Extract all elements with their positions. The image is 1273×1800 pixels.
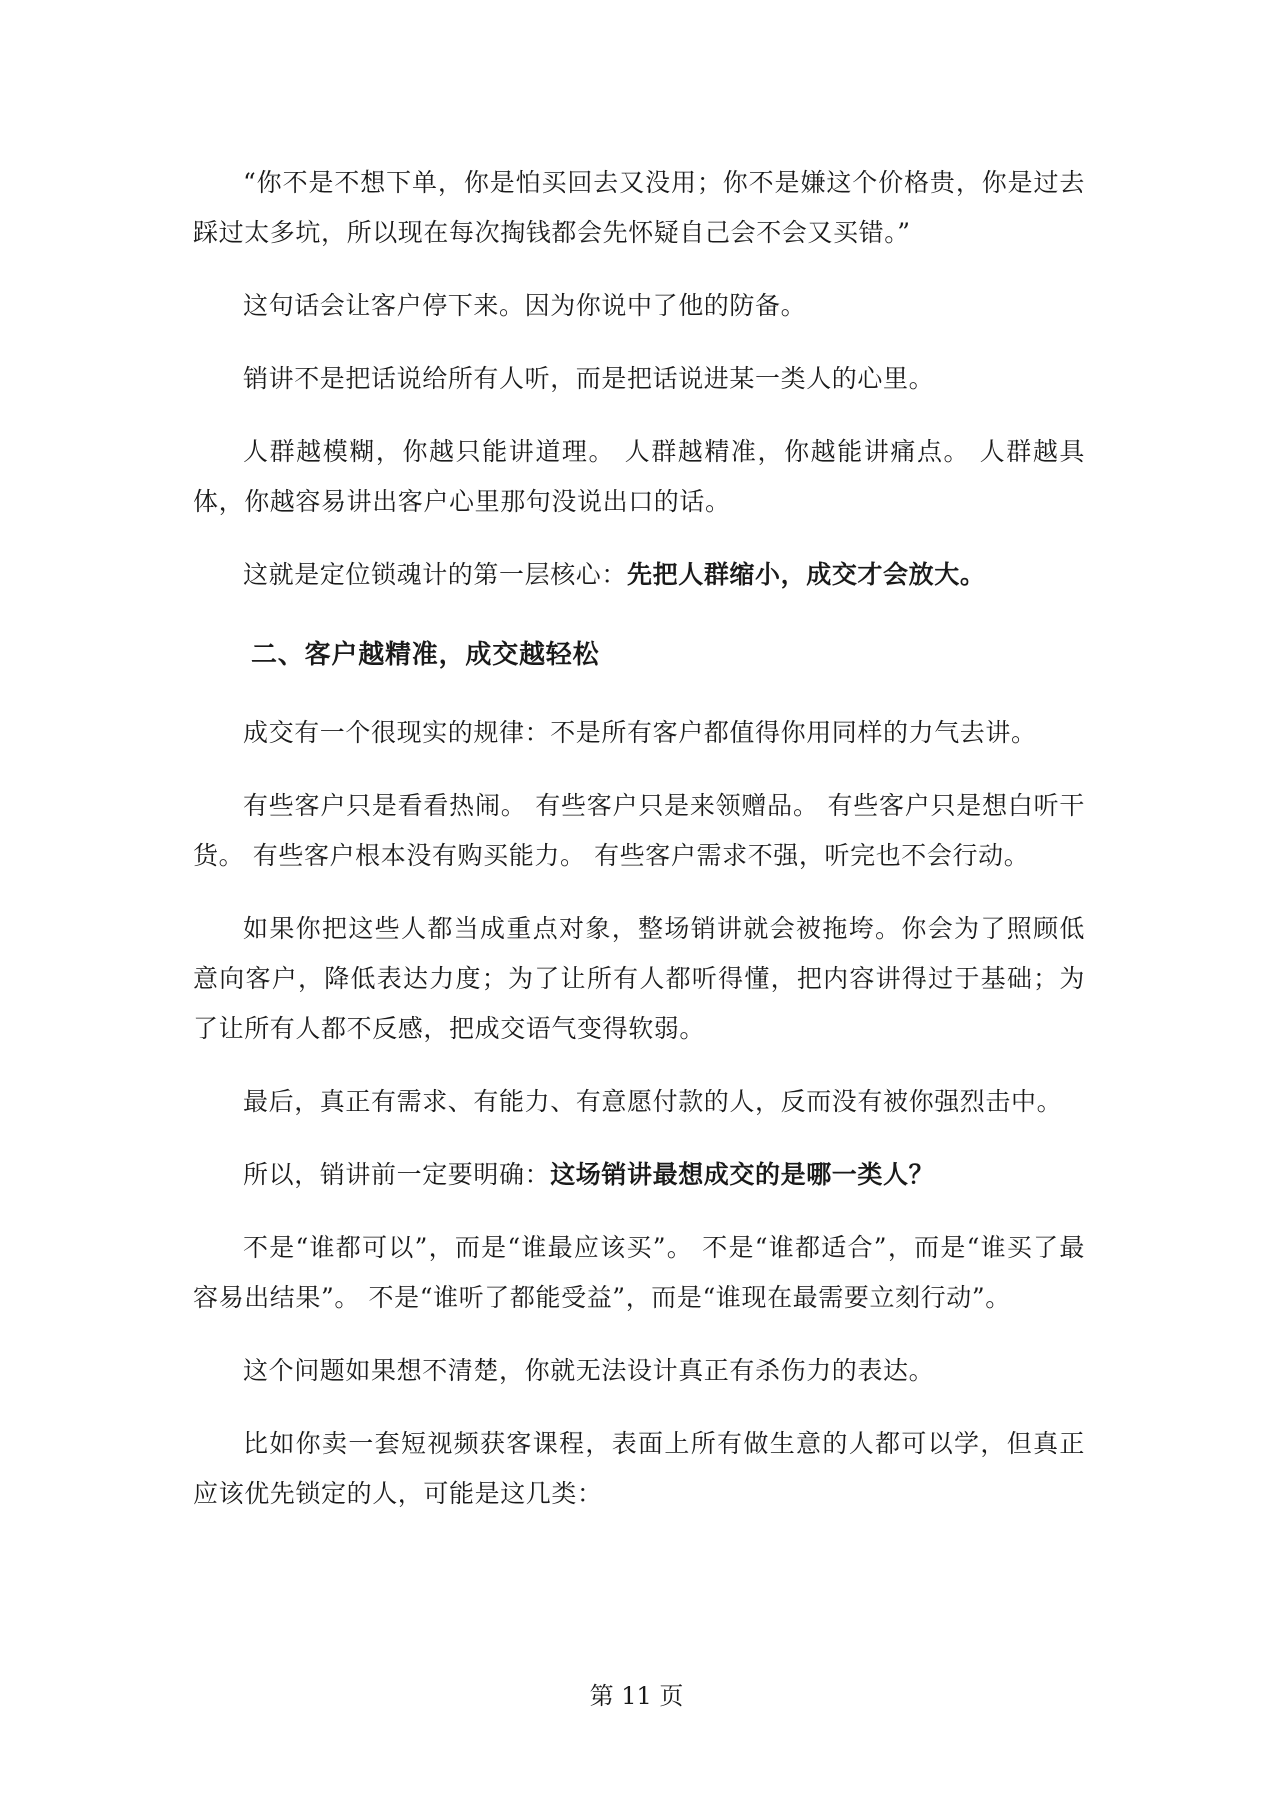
paragraph <box>193 550 1085 600</box>
paragraph-text: 如果你把这些人都当成重点对象，整场销讲就会被拖垮。你会为了照顾低意向客户，降低表达力度；为了让所有人都听得懂，把内容讲得过于基础；为了让所有人都不反感，把成交语气变得软弱。 <box>193 914 1085 1043</box>
emphasized-text: 这场销讲最想成交的是哪一类人？ <box>550 1160 935 1189</box>
paragraph-text: 比如你卖一套短视频获客课程，表面上所有做生意的人都可以学，但真正应该优先锁定的人，可能是这几类： <box>193 1429 1085 1508</box>
paragraph-text: 成交有一个很现实的规律：不是所有客户都值得你用同样的力气去讲。 <box>243 718 1037 747</box>
page-number: 第 11 页 <box>589 1682 684 1710</box>
paragraph <box>193 427 1085 527</box>
section-heading: 二、客户越精准，成交越轻松 <box>251 640 600 670</box>
emphasized-text: 先把人群缩小，成交才会放大。 <box>627 560 986 589</box>
paragraph-text: 销讲不是把话说给所有人听，而是把话说进某一类人的心里。 <box>243 364 935 393</box>
paragraph-text: 最后，真正有需求、有能力、有意愿付款的人，反而没有被你强烈击中。 <box>243 1087 1063 1116</box>
paragraph <box>193 1223 1085 1323</box>
paragraph-text: 这句话会让客户停下来。因为你说中了他的防备。 <box>243 291 807 320</box>
paragraph-text: 有些客户只是看看热闹。 有些客户只是来领赠品。 有些客户只是想白听干货。 有些客户根本没有购买能力。 有些客户需求不强，听完也不会行动。 <box>193 791 1085 870</box>
paragraph <box>193 781 1085 881</box>
paragraph <box>193 281 1085 331</box>
paragraph <box>193 708 1085 758</box>
paragraph <box>193 1150 1085 1200</box>
paragraph <box>193 158 1085 258</box>
paragraph-text: “你不是不想下单，你是怕买回去又没用；你不是嫌这个价格贵，你是过去踩过太多坑，所以现在每次掏钱都会先怀疑自己会不会又买错。” <box>193 168 1085 247</box>
paragraph-text: 这个问题如果想不清楚，你就无法设计真正有杀伤力的表达。 <box>243 1356 935 1385</box>
paragraph <box>193 904 1085 1054</box>
paragraph-text: 这就是定位锁魂计的第一层核心： <box>243 560 628 589</box>
page-content <box>193 158 1085 1542</box>
paragraph <box>193 1346 1085 1396</box>
paragraph-text: 所以，销讲前一定要明确： <box>243 1160 551 1189</box>
paragraph-text: 人群越模糊，你越只能讲道理。 人群越精准，你越能讲痛点。 人群越具体，你越容易讲出客户心里那句没说出口的话。 <box>193 437 1085 516</box>
paragraph <box>193 1419 1085 1519</box>
paragraph <box>193 354 1085 404</box>
paragraph <box>193 1077 1085 1127</box>
paragraph-text: 不是“谁都可以”，而是“谁最应该买”。 不是“谁都适合”，而是“谁买了最容易出结果”。 不是“谁听了都能受益”，而是“谁现在最需要立刻行动”。 <box>193 1233 1085 1312</box>
